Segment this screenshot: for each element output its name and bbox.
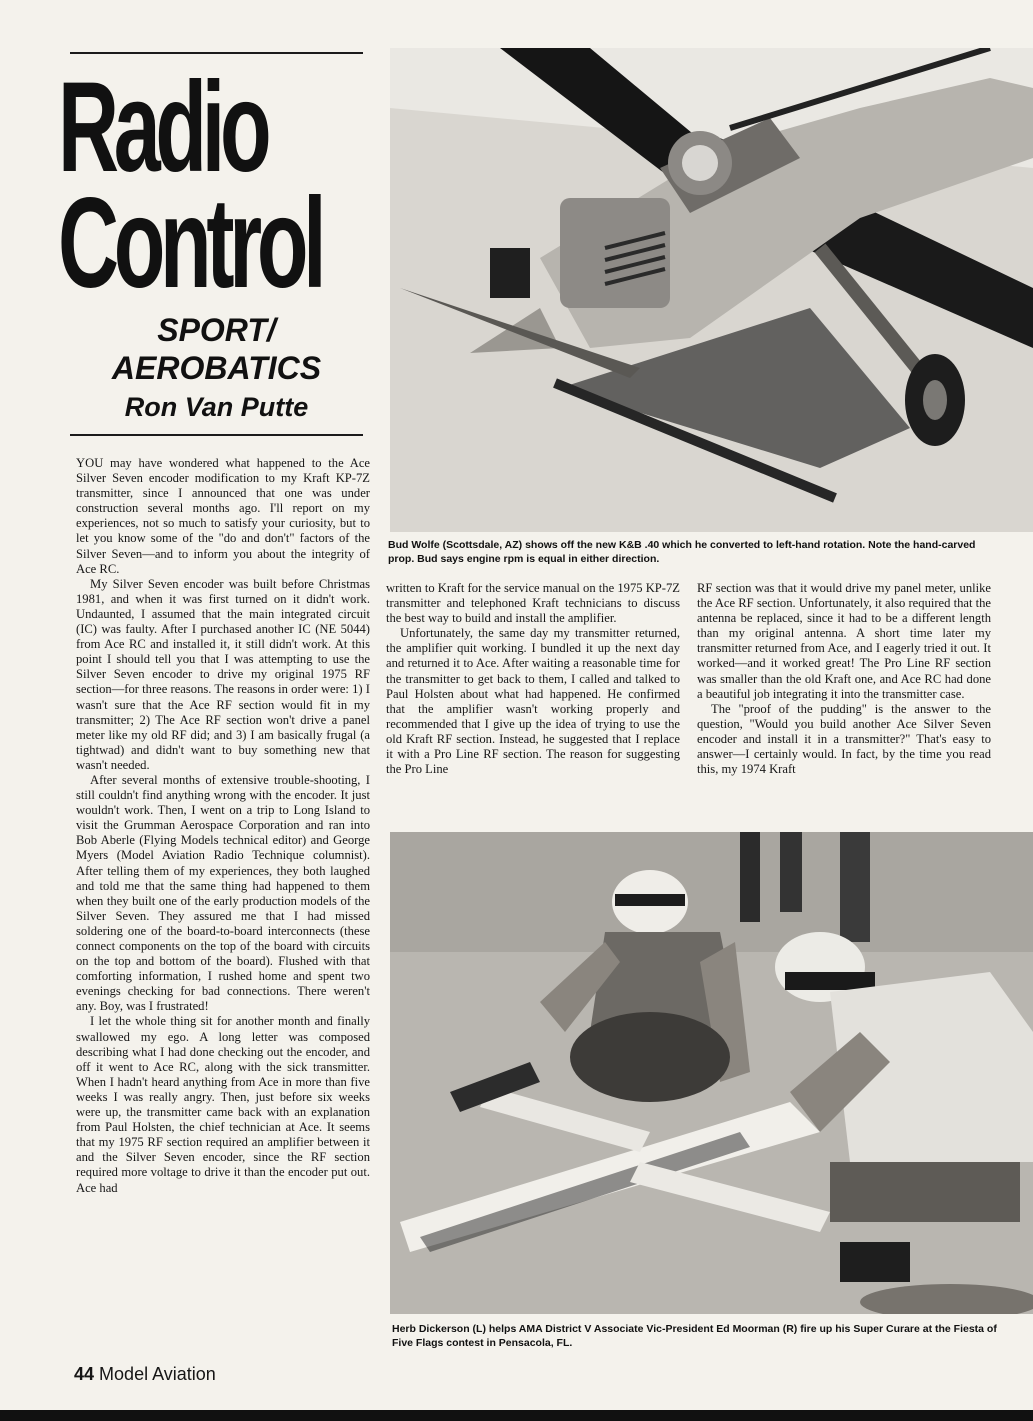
- bottom-photo-caption: Herb Dickerson (L) helps AMA District V Associate Vic-President Ed Moorman (R) fire up his Super Curare at the Fiesta of Five Flags contest in Pensacola, FL.: [392, 1323, 997, 1349]
- title-radio: Radio: [58, 56, 267, 199]
- paragraph: RF section was that it would drive my panel meter, unlike the Ace RF section. Unfortunately, it also required that the antenna be replaced, since it had to be a different length than my original antenna. A short time later my transmitter returned from Ace, and I eagerly tried it out. It worked—and it worked great! The Pro Line RF section was smaller than the old Kraft one, and Ace RC had done a beautiful job integrating it into the transmitter case.: [697, 581, 992, 701]
- author-name: Ron Van Putte: [124, 392, 309, 422]
- page-number: 44: [74, 1364, 95, 1384]
- subtitle-aerobatics: AEROBATICS: [111, 350, 322, 386]
- header-bottom-rule: [70, 434, 363, 436]
- magazine-name: Model Aviation: [99, 1364, 216, 1384]
- top-photo-caption: Bud Wolfe (Scottsdale, AZ) shows off the new K&B .40 which he converted to left-hand rotation. Note the hand-carved prop. Bud says engine rpm is equal in either direction.: [388, 539, 976, 565]
- paragraph: YOU may have wondered what happened to the Ace Silver Seven encoder modification to my Kraft KP-7Z transmitter, since I announced that one was under construction several months ago. I'll report on my experiences, not so much to satisfy your curiosity, but to let you know some of the "do and don't" factors of the Silver Seven—and to inform you about the integrity of Ace RC.: [76, 456, 370, 576]
- header-top-rule: [70, 52, 363, 54]
- paragraph: I let the whole thing sit for another month and finally swallowed my ego. A long letter was composed describing what I had done checking out the encoder, and off it went to Ace RC, along with the sick transmitter. When I hadn't heard anything from Ace in more than five weeks I was really angry. Then, just before six weeks were up, the transmitter came back with an explanation from Paul Holsten, the chief technician at Ace. It seems that my 1975 RF section required an amplifier between it and the Silver Seven encoder, since the RF section required more voltage to drive it than the encoder put out. Ace had: [76, 1014, 370, 1195]
- men-with-plane-photo: [390, 832, 1033, 1314]
- article-column-1: [76, 456, 370, 1196]
- paragraph: After several months of extensive trouble-shooting, I still couldn't find anything wrong with the encoder. It just wouldn't work. Then, I went on a trip to Long Island to visit the Grumman Aerospace Corporation and ran into Bob Aberle (Flying Models technical editor) and George Myers (Model Aviation Radio Technique columnist). After telling them of my experiences, they both laughed and told me that the same thing had happened to them when they built one of the early production models of the Silver Seven. They assured me that I had missed soldering one of the board-to-board interconnects (these connect components on the top of the board with circuits on the top and bottom of the board). Flushed with that comforting information, I rushed home and spent two evenings checking for bad connections. There weren't any. Boy, was I frustrated!: [76, 772, 370, 1014]
- article-column-2: [386, 581, 680, 777]
- paragraph: The "proof of the pudding" is the answer to the question, "Would you build another Ace Silver Seven encoder and install it in a transmitter?" That's easy to answer—I certainly would. In fact, by the time you read this, my 1974 Kraft: [697, 701, 991, 777]
- title-control: Control: [58, 172, 322, 315]
- paragraph: written to Kraft for the service manual on the 1975 KP-7Z transmitter and telephoned Kraft technicians to discuss the best way to build and install the amplifier.: [386, 581, 680, 626]
- scan-bottom-edge: [0, 1410, 1033, 1421]
- airplane-engine-photo: [390, 48, 1033, 532]
- page-footer: [74, 1364, 216, 1385]
- article-column-3: [697, 581, 991, 777]
- paragraph: My Silver Seven encoder was built before Christmas 1981, and when it was first turned on it didn't work. Undaunted, I assumed that the main integrated circuit (IC) was faulty. After I purchased another IC (NE 5044) from Ace RC and installed it, it still didn't work. At this point I should tell you that I was attempting to use the Silver Seven encoder to drive my original 1975 RF section—for three reasons. The reasons in order were: 1) I wasn't sure that the Ace RF section would fit in my transmitter; 2) The Ace RF section won't drive a panel meter like my old RF did; and 3) I am basically frugal (a tightwad) and didn't want to buy something new that wasn't needed.: [76, 576, 370, 772]
- paragraph: Unfortunately, the same day my transmitter returned, the amplifier quit working. I bundled it up the next day and returned it to Ace. After waiting a reasonable time for the transmitter to get back to them, I called and talked to Paul Holsten about what had happened. He confirmed that the amplifier wasn't working properly and recommended that I give up the idea of trying to use the old Kraft RF section. Instead, he suggested that I replace it with a Pro Line RF section. The reason for suggesting the Pro Line: [386, 626, 680, 777]
- subtitle-sport: SPORT/: [157, 312, 276, 348]
